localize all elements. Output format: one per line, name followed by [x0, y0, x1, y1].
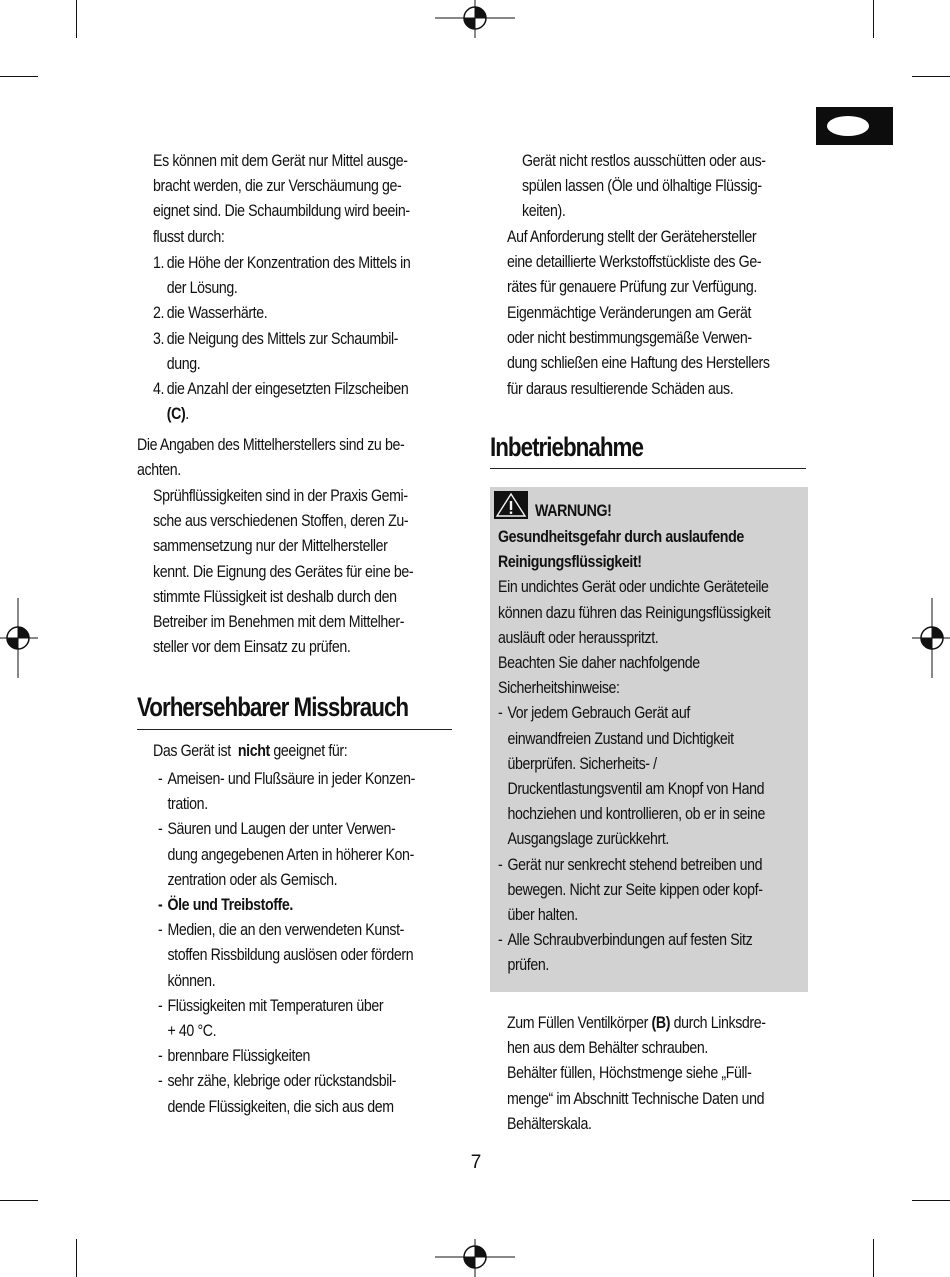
misuse-heading: Vorhersehbarer Missbrauch [137, 692, 409, 722]
list-item: - Vor jedem Gebrauch Gerät auf einwandfreien Zustand und Dichtigkeit überprüfen. Sicherheits- / Druckentlastungsventil am Knopf von Hand hochziehen und kontrollieren, ob er in seine Ausgangslage zurückkehrt. [498, 704, 765, 849]
list-item: 2. die Wasserhärte. [153, 304, 268, 323]
list-item: - Medien, die an den verwendeten Kunst- stoffen Rissbildung auslösen oder fördern können. [158, 921, 414, 990]
crop-mark [873, 0, 874, 38]
registration-mark-icon [0, 598, 38, 678]
misuse-intro: Das Gerät ist nicht geeignet für: [153, 742, 348, 760]
manufacturer-note: Die Angaben des Mittelherstellers sind zu be- achten. [137, 436, 405, 480]
crop-mark [912, 76, 950, 77]
list-item: 4. die Anzahl der eingesetzten Filzscheiben (C). [153, 380, 409, 424]
list-item: - brennbare Flüssigkeiten [158, 1047, 311, 1066]
registration-mark-icon [912, 598, 950, 678]
list-item: 3. die Neigung des Mittels zur Schaumbil- dung. [153, 329, 399, 373]
misuse-list [158, 767, 459, 1120]
list-item: - Öle und Treibstoffe. [158, 896, 293, 915]
heading-rule [490, 468, 806, 469]
registration-mark-icon [435, 0, 515, 38]
language-tab-oval [827, 116, 869, 136]
material-list-paragraph: Auf Anforderung stellt der Gerätehersteller eine detaillierte Werkstoffstückliste des Ge- rätes für genauere Prüfung zur Verfügung. [507, 228, 762, 297]
spray-liquid-paragraph: Sprühflüssigkeiten sind in der Praxis Gemi- sche aus verschiedenen Stoffen, deren Zu- sammensetzung nur der Mittelhersteller kennt. Die Eignung des Gerätes für eine be- stimmte Flüssigkeit ist deshalb durch den Betreiber im Benehmen mit dem Mittelher- steller vor dem Einsatz zu prüfen. [153, 487, 414, 657]
filling-paragraph: Zum Füllen Ventilkörper (B) durch Linksdre- hen aus dem Behälter schrauben. Behälter füllen, Höchstmenge siehe „Füll- menge“ im Abschnitt Technische Daten und Behälterskala. [507, 1014, 766, 1133]
warning-content: Gesundheitsgefahr durch auslaufende Reinigungsflüssigkeit! Ein undichtes Gerät oder undichte Geräteteile können dazu führen das Reinigungsflüssigkeit ausläuft oder herausspritzt. Beachten Sie daher nachfolgende Sicherheitshinweise: - Vor jedem Gebrauch Gerät auf einwandfreien Zustand und Dichtigkeit überprüfen. Sicherheits- / Druckentlastungsventil am Knopf von Hand hochziehen und kontrollieren, ob er in seine Ausgangslage zurückkehrt. - Gerät nur senkrecht stehend betreiben und bewegen. Nicht zur Seite kippen oder kopf- über halten. - Alle Schraubverbindungen auf festen Sitz prüfen. [498, 525, 808, 979]
crop-mark [76, 1239, 77, 1277]
crop-mark [76, 0, 77, 38]
intro-paragraph: Es können mit dem Gerät nur Mittel ausge- bracht werden, die zur Verschäumung ge- eignet sind. Die Schaumbildung wird beein- flusst durch: [153, 152, 410, 246]
heading-rule [137, 729, 452, 730]
list-item: - sehr zähe, klebrige oder rückstandsbil- dende Flüssigkeiten, die sich aus dem [158, 1072, 397, 1116]
warning-triangle-icon [494, 491, 528, 519]
continued-paragraph: Gerät nicht restlos ausschütten oder aus- spülen lassen (Öle und ölhaltige Flüssig- keiten). [522, 152, 766, 221]
list-item: 1. die Höhe der Konzentration des Mittels in der Lösung. [153, 254, 411, 298]
crop-mark [0, 1200, 38, 1201]
numbered-list [153, 251, 454, 427]
list-item: - Alle Schraubverbindungen auf festen Sitz prüfen. [498, 931, 753, 975]
commissioning-heading: Inbetriebnahme [490, 432, 643, 462]
crop-mark [873, 1239, 874, 1277]
warning-title: WARNUNG! [535, 502, 612, 520]
list-item: - Säuren und Laugen der unter Verwen- dung angegebenen Arten in höherer Kon- zentration oder als Gemisch. [158, 820, 414, 889]
registration-mark-icon [435, 1239, 515, 1277]
crop-mark [0, 76, 38, 77]
list-item: - Flüssigkeiten mit Temperaturen über + 40 °C. [158, 996, 384, 1041]
crop-mark [912, 1200, 950, 1201]
list-item: - Ameisen- und Flußsäure in jeder Konzen- tration. [158, 770, 416, 814]
liability-paragraph: Eigenmächtige Veränderungen am Gerät oder nicht bestimmungsgemäße Verwen- dung schließen eine Haftung des Herstellers für daraus resultierende Schäden aus. [507, 304, 770, 398]
page-number: 7 [470, 1152, 482, 1173]
list-item: - Gerät nur senkrecht stehend betreiben und bewegen. Nicht zur Seite kippen oder kopf- über halten. [498, 855, 763, 925]
